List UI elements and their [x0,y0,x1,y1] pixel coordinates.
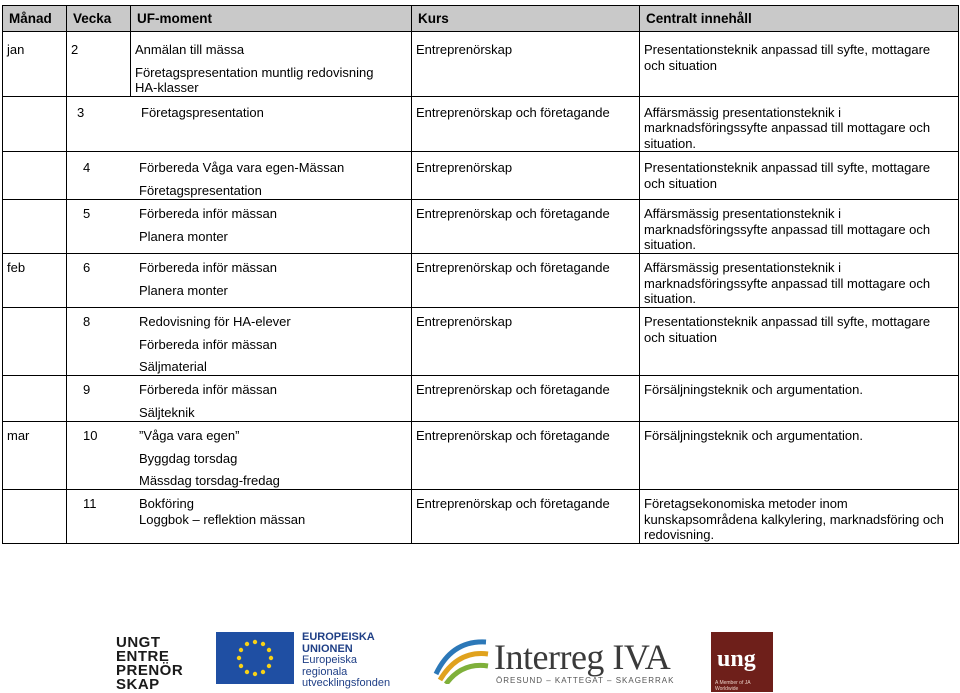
month-cell [3,308,67,376]
interreg-logo [432,634,682,690]
uf-line: Förbereda inför mässan [139,382,278,397]
uf-line: Loggbok – reflektion mässan [139,511,306,527]
table-row [3,96,959,152]
table-row [3,490,959,544]
uf-cell [67,422,412,490]
uf-line: Mässdag torsdag-fredag [139,473,280,488]
course-cell: Entreprenörskap [412,32,640,97]
logo-text: utvecklingsfonden [302,677,391,689]
month-cell [3,200,67,254]
logo-text: regionala [302,665,348,678]
month-cell: feb [3,254,67,308]
uf-line: Förbereda Våga vara egen-Mässan [139,160,345,175]
uf-line: Säljmaterial [139,359,207,374]
week-cell: 5 [83,206,91,221]
logo-text: EUROPEISKA [302,631,375,643]
course-cell: Entreprenörskap [412,308,640,376]
uf-line: ”Våga vara egen” [139,428,240,443]
interreg-wordmark: Interreg IVA [494,637,671,677]
ung-wordmark: ung [717,646,756,672]
uf-line: Företagspresentation muntlig redovisning [135,64,374,80]
interreg-swoosh-icon [432,634,490,684]
table-row [3,152,959,200]
course-cell: Entreprenörskap och företagande [412,490,640,544]
header-row [3,6,959,32]
content-cell: Presentationsteknik anpassad till syfte, mottagare och situation [640,32,959,97]
month-cell [3,152,67,200]
uf-line: Företagspresentation [141,104,264,120]
planning-table [2,5,959,544]
uf-line: Planera monter [139,282,228,298]
uf-line: Bokföring [139,496,194,511]
uf-line: Planera monter [139,228,228,244]
uf-line: Anmälan till mässa [135,42,245,57]
ung-subtitle: A Member of JA Worldwide [715,680,751,692]
uf-line: Redovisning för HA-elever [139,314,291,329]
header-content: Centralt innehåll [640,6,959,32]
table-row [3,200,959,254]
uf-cell [67,254,412,308]
week-cell: 8 [83,314,91,329]
course-cell: Entreprenörskap och företagande [412,422,640,490]
uf-cell [131,32,412,97]
uf-line: HA-klasser [135,80,199,95]
course-cell: Entreprenörskap och företagande [412,200,640,254]
ungt-entreprenorskap-logo [116,634,184,693]
month-cell [3,376,67,422]
month-cell [3,96,67,152]
header-uf-moment: UF-moment [131,6,412,32]
week-cell: 3 [77,104,85,120]
week-cell: 10 [83,428,98,443]
uf-cell [67,152,412,200]
logo-strip [0,620,960,693]
interreg-subtitle: ÖRESUND – KATTEGAT – SKAGERRAK [496,676,675,685]
content-cell: Affärsmässig presentationsteknik i marknadsföringssyfte anpassad till mottagare och situation. [640,200,959,254]
week-cell: 9 [83,382,91,397]
uf-cell [67,376,412,422]
logo-text: PRENÖR [116,662,184,679]
content-cell: Presentationsteknik anpassad till syfte, mottagare och situation [640,152,959,200]
uf-cell [67,96,412,152]
eu-logo [216,631,391,689]
course-cell: Entreprenörskap och företagande [412,376,640,422]
week-cell: 4 [83,160,91,175]
content-cell: Företagsekonomiska metoder inom kunskapsområdena kalkylering, marknadsföring och redovisning. [640,490,959,544]
month-cell: jan [3,32,67,97]
course-cell: Entreprenörskap och företagande [412,96,640,152]
uf-line: Säljteknik [139,404,195,420]
table-row [3,376,959,422]
content-cell: Presentationsteknik anpassad till syfte, mottagare och situation [640,308,959,376]
content-cell: Försäljningsteknik och argumentation. [640,422,959,490]
header-course: Kurs [412,6,640,32]
content-cell: Affärsmässig presentationsteknik i marknadsföringssyfte anpassad till mottagare och situation. [640,96,959,152]
header-week: Vecka [67,6,131,32]
uf-line: Förbereda inför mässan [139,260,278,275]
uf-cell [67,200,412,254]
logo-text: UNGT [116,634,161,651]
uf-line: Förbereda inför mässan [139,336,278,352]
uf-line: Byggdag torsdag [139,450,238,466]
eu-text [302,632,390,690]
week-cell: 6 [83,260,91,275]
logo-text: ENTRE [116,648,170,665]
logo-text: Europeiska [302,654,358,666]
table-row [3,254,959,308]
uf-line: Förbereda inför mässan [139,206,278,221]
ung-logo [711,632,773,692]
table-row [3,308,959,376]
course-cell: Entreprenörskap [412,152,640,200]
uf-cell [67,490,412,544]
uf-line: Företagspresentation [139,182,262,198]
table-row [3,32,959,97]
eu-flag-icon [216,632,294,684]
eu-stars-icon [216,632,294,684]
week-cell: 11 [83,496,97,511]
table-row [3,422,959,490]
course-cell: Entreprenörskap och företagande [412,254,640,308]
content-cell: Försäljningsteknik och argumentation. [640,376,959,422]
uf-cell [67,308,412,376]
logo-text: SKAP [116,676,160,693]
logo-text: UNIONEN [302,642,353,655]
month-cell: mar [3,422,67,490]
content-cell: Affärsmässig presentationsteknik i marknadsföringssyfte anpassad till mottagare och situation. [640,254,959,308]
month-cell [3,490,67,544]
header-month: Månad [3,6,67,32]
week-cell: 2 [67,32,131,97]
